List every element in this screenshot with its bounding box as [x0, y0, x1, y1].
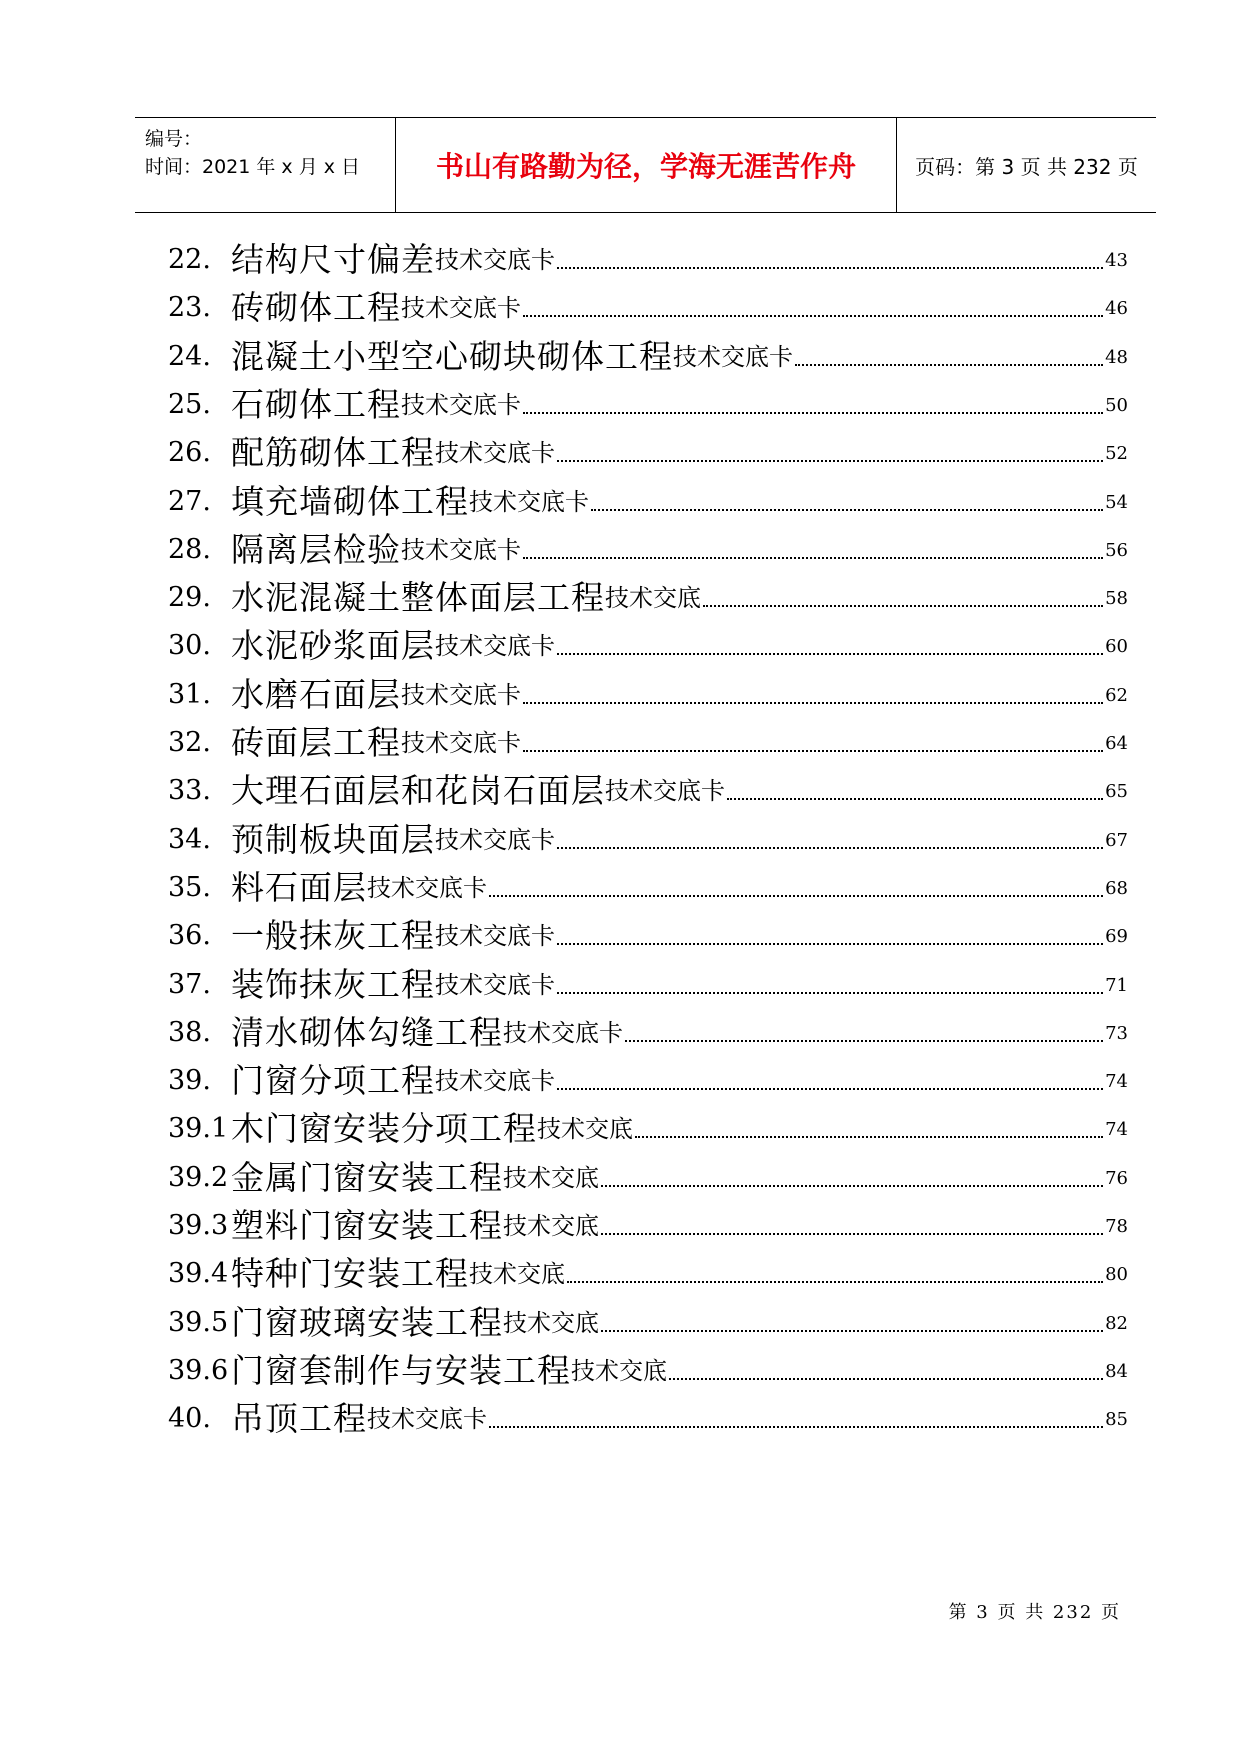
toc-entry-page: 46 — [1105, 298, 1128, 320]
toc-entry-suffix: 技术交底 — [571, 1356, 667, 1385]
page-footer: 第 3 页 共 232 页 — [948, 1602, 1121, 1623]
toc-entry-page: 82 — [1105, 1312, 1128, 1334]
toc-entry-page: 52 — [1105, 443, 1128, 465]
toc-leader-dots — [557, 460, 1103, 462]
document-number-label: 编号： — [145, 128, 203, 150]
toc-entry[interactable] — [168, 806, 1128, 860]
page-header — [135, 117, 1156, 213]
toc-entry[interactable] — [168, 951, 1128, 1005]
toc-entry[interactable] — [168, 902, 1128, 956]
toc-leader-dots — [795, 364, 1103, 366]
toc-entry-suffix: 技术交底卡 — [435, 439, 555, 468]
toc-entry[interactable] — [168, 999, 1128, 1053]
toc-entry-title: 配筋砌体工程 — [231, 433, 435, 473]
toc-entry[interactable] — [168, 757, 1128, 811]
toc-entry-title: 混凝土小型空心砌块砌体工程 — [231, 336, 673, 376]
toc-leader-dots — [523, 557, 1103, 559]
toc-entry-page: 73 — [1105, 1022, 1128, 1044]
toc-entry-page: 43 — [1105, 250, 1128, 271]
toc-leader-dots — [601, 1185, 1103, 1187]
toc-entry-title: 隔离层检验 — [231, 529, 401, 569]
toc-entry-title: 木门窗安装分项工程 — [231, 1109, 537, 1149]
toc-entry-page: 62 — [1105, 684, 1128, 706]
toc-entry-suffix: 技术交底卡 — [401, 729, 521, 757]
toc-entry-number: 23. — [168, 292, 211, 324]
toc-entry[interactable] — [168, 468, 1128, 522]
toc-leader-dots — [557, 1088, 1103, 1090]
toc-entry-number: 39.5 — [168, 1306, 229, 1338]
toc-entry-title: 金属门窗安装工程 — [231, 1157, 503, 1197]
toc-entry-suffix: 技术交底 — [469, 1260, 565, 1289]
toc-entry-suffix: 技术交底卡 — [367, 873, 487, 902]
toc-entry-page: 74 — [1105, 1071, 1128, 1093]
toc-entry-suffix: 技术交底卡 — [435, 922, 555, 951]
toc-entry[interactable] — [168, 371, 1128, 425]
toc-entry-number: 40. — [168, 1403, 211, 1435]
toc-entry-title: 水磨石面层 — [231, 674, 401, 714]
toc-entry-number: 39.1 — [168, 1113, 229, 1145]
toc-leader-dots — [635, 1136, 1103, 1138]
toc-entry-page: 84 — [1105, 1360, 1128, 1382]
toc-leader-dots — [625, 1040, 1103, 1042]
toc-entry-suffix: 技术交底卡 — [435, 825, 555, 854]
toc-leader-dots — [523, 412, 1103, 414]
toc-entry-number: 25. — [168, 388, 211, 420]
toc-leader-dots — [557, 943, 1103, 945]
toc-leader-dots — [703, 605, 1103, 607]
toc-entry-suffix: 技术交底 — [605, 584, 701, 613]
toc-entry-suffix: 技术交底 — [503, 1163, 599, 1192]
toc-entry-number: 24. — [168, 340, 211, 372]
toc-leader-dots — [489, 895, 1103, 897]
toc-entry-page: 71 — [1105, 974, 1128, 996]
toc-entry-page: 78 — [1105, 1216, 1128, 1237]
toc-entry-number: 34. — [168, 823, 211, 855]
toc-leader-dots — [601, 1330, 1103, 1332]
toc-entry-title: 结构尺寸偏差 — [231, 240, 435, 279]
toc-entry-number: 32. — [168, 727, 211, 758]
toc-entry[interactable] — [168, 323, 1128, 377]
toc-entry-suffix: 技术交底卡 — [401, 294, 521, 323]
toc-entry-page: 48 — [1105, 346, 1128, 368]
toc-entry-suffix: 技术交底 — [503, 1212, 599, 1240]
toc-entry-title: 塑料门窗安装工程 — [231, 1206, 503, 1245]
toc-leader-dots — [727, 798, 1103, 800]
toc-entry-suffix: 技术交底卡 — [401, 535, 521, 564]
toc-entry[interactable] — [168, 564, 1128, 618]
toc-entry-number: 39. — [168, 1065, 211, 1097]
toc-entry-title: 装饰抹灰工程 — [231, 964, 435, 1004]
toc-entry-title: 一般抹灰工程 — [231, 916, 435, 956]
toc-leader-dots — [557, 267, 1103, 269]
toc-leader-dots — [523, 750, 1103, 752]
toc-entry-page: 69 — [1105, 926, 1128, 948]
toc-entry[interactable] — [168, 1144, 1128, 1198]
toc-entry-title: 石砌体工程 — [231, 384, 401, 424]
toc-entry-number: 39.4 — [168, 1258, 229, 1290]
toc-entry-suffix: 技术交底卡 — [367, 1405, 487, 1434]
toc-entry-number: 22. — [168, 244, 211, 275]
toc-entry-page: 80 — [1105, 1264, 1128, 1286]
toc-entry-page: 54 — [1105, 491, 1128, 513]
toc-entry[interactable] — [168, 1240, 1128, 1294]
toc-entry-title: 清水砌体勾缝工程 — [231, 1012, 503, 1052]
toc-entry-page: 85 — [1105, 1409, 1128, 1431]
toc-entry-suffix: 技术交底卡 — [435, 246, 555, 274]
toc-entry-suffix: 技术交底卡 — [401, 680, 521, 709]
toc-entry-suffix: 技术交底卡 — [401, 390, 521, 419]
toc-entry-number: 31. — [168, 678, 211, 710]
toc-entry-number: 27. — [168, 485, 211, 517]
toc-entry[interactable] — [168, 226, 1128, 280]
toc-entry-number: 39.3 — [168, 1210, 229, 1241]
toc-entry-page: 58 — [1105, 588, 1128, 610]
toc-entry-number: 39.6 — [168, 1354, 229, 1386]
toc-entry-page: 64 — [1105, 733, 1128, 754]
toc-entry-page: 67 — [1105, 829, 1128, 851]
toc-entry-suffix: 技术交底卡 — [503, 1018, 623, 1047]
toc-leader-dots — [523, 702, 1103, 704]
toc-entry[interactable] — [168, 661, 1128, 715]
toc-leader-dots — [557, 992, 1103, 994]
toc-entry-title: 门窗玻璃安装工程 — [231, 1302, 503, 1342]
toc-entry-suffix: 技术交底卡 — [435, 632, 555, 661]
toc-entry-title: 吊顶工程 — [231, 1399, 367, 1439]
toc-entry-page: 56 — [1105, 539, 1128, 561]
toc-entry-title: 料石面层 — [231, 867, 367, 907]
toc-leader-dots — [557, 653, 1103, 655]
toc-entry[interactable] — [168, 1337, 1128, 1391]
toc-entry-title: 门窗套制作与安装工程 — [231, 1350, 571, 1390]
toc-entry[interactable] — [168, 1047, 1128, 1101]
toc-entry-number: 28. — [168, 533, 211, 565]
document-time-label: 时间：2021 年 x 月 x 日 — [145, 156, 361, 178]
header-motto: 书山有路勤为径，学海无涯苦作舟 — [395, 118, 897, 212]
toc-entry-suffix: 技术交底卡 — [435, 970, 555, 999]
toc-leader-dots — [567, 1281, 1103, 1283]
toc-entry[interactable] — [168, 854, 1128, 908]
toc-entry[interactable] — [168, 1192, 1128, 1246]
header-page-info: 页码：第 3 页 共 232 页 — [915, 154, 1138, 179]
toc-entry[interactable] — [168, 612, 1128, 666]
toc-entry[interactable] — [168, 1385, 1128, 1439]
toc-entry-number: 39.2 — [168, 1161, 229, 1193]
toc-entry-suffix: 技术交底卡 — [673, 342, 793, 371]
toc-entry[interactable] — [168, 274, 1128, 328]
toc-entry-page: 68 — [1105, 877, 1128, 899]
toc-leader-dots — [591, 509, 1103, 511]
toc-entry-title: 水泥砂浆面层 — [231, 626, 435, 666]
toc-entry-page: 76 — [1105, 1167, 1128, 1189]
toc-entry-number: 26. — [168, 437, 211, 469]
toc-entry-suffix: 技术交底卡 — [469, 487, 589, 516]
toc-entry-page: 65 — [1105, 781, 1128, 803]
toc-entry-suffix: 技术交底卡 — [605, 777, 725, 806]
toc-entry-title: 特种门安装工程 — [231, 1254, 469, 1294]
toc-leader-dots — [601, 1233, 1103, 1235]
toc-leader-dots — [669, 1378, 1103, 1380]
toc-entry-title: 大理石面层和花岗石面层 — [231, 771, 605, 811]
toc-entry-number: 29. — [168, 582, 211, 614]
toc-entry-page: 60 — [1105, 636, 1128, 658]
toc-entry-number: 36. — [168, 920, 211, 952]
toc-leader-dots — [523, 315, 1103, 317]
toc-entry-suffix: 技术交底卡 — [435, 1067, 555, 1096]
toc-leader-dots — [557, 847, 1103, 849]
toc-entry-suffix: 技术交底 — [503, 1308, 599, 1337]
toc-entry[interactable] — [168, 709, 1128, 763]
toc-entry[interactable] — [168, 1095, 1128, 1149]
toc-entry-title: 水泥混凝土整体面层工程 — [231, 578, 605, 618]
toc-entry-suffix: 技术交底 — [537, 1115, 633, 1144]
toc-entry-number: 37. — [168, 968, 211, 1000]
toc-entry-number: 30. — [168, 630, 211, 662]
header-left-cell — [135, 118, 395, 212]
toc-entry-title: 填充墙砌体工程 — [231, 481, 469, 521]
toc-entry-number: 33. — [168, 775, 211, 807]
toc-entry[interactable] — [168, 516, 1128, 570]
toc-entry-title: 门窗分项工程 — [231, 1061, 435, 1101]
toc-leader-dots — [489, 1426, 1103, 1428]
toc-entry-title: 砖砌体工程 — [231, 288, 401, 328]
toc-entry[interactable] — [168, 1289, 1128, 1343]
toc-entry-number: 35. — [168, 871, 211, 903]
toc-entry-page: 74 — [1105, 1119, 1128, 1141]
toc-entry-title: 预制板块面层 — [231, 819, 435, 859]
toc-entry-number: 38. — [168, 1016, 211, 1048]
toc-entry-page: 50 — [1105, 394, 1128, 416]
toc-entry-title: 砖面层工程 — [231, 723, 401, 762]
toc-entry[interactable] — [168, 419, 1128, 473]
